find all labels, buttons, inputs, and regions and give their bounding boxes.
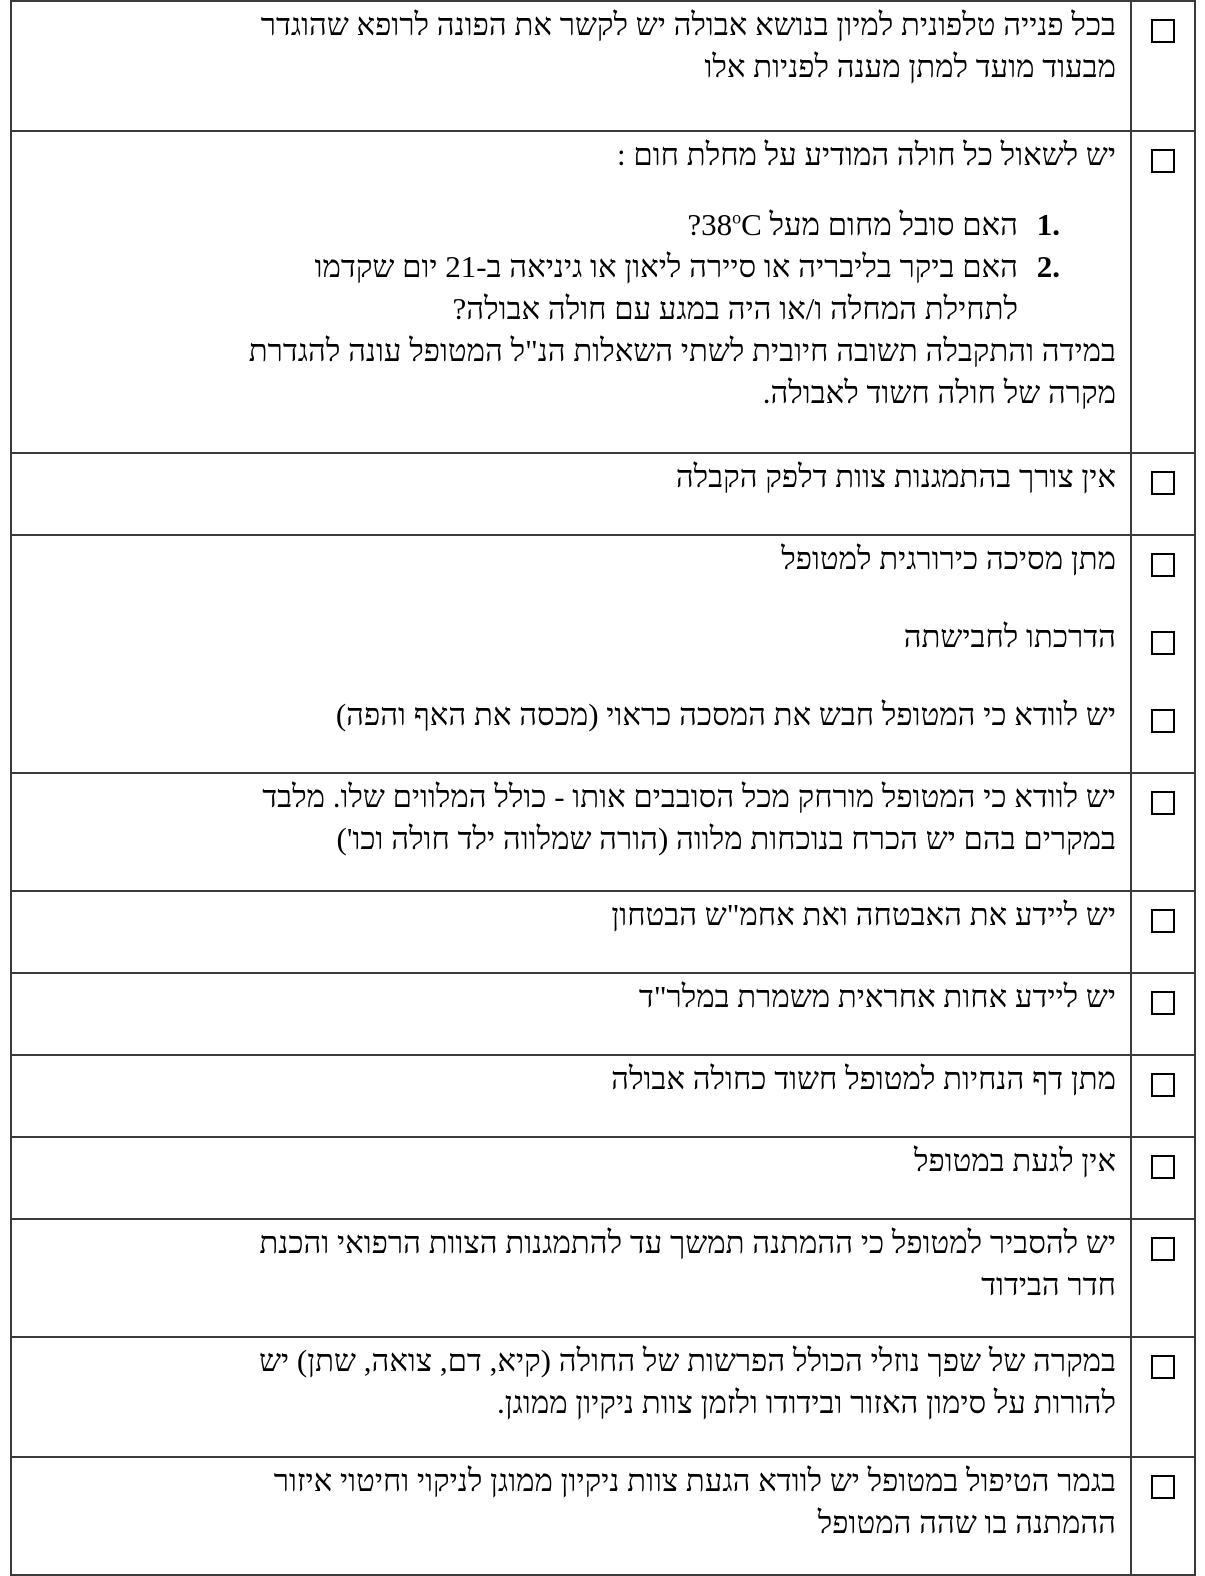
checklist-table: [10, 0, 1196, 1576]
text-line: במקרה של שפך נוזלי הכולל הפרשות של החולה (קיא, דם, צואה, שתן) יש: [259, 1343, 1116, 1378]
text-line: יש לוודא כי המטופל מורחק מכל הסובבים אותו - כולל המלווים שלו. מלבד: [262, 779, 1116, 814]
question-list: [20, 204, 1116, 330]
checkbox[interactable]: [1151, 1073, 1175, 1097]
text-line: חדר הבידוד: [981, 1267, 1116, 1302]
row-text: [11, 1137, 1131, 1219]
row-text: [11, 1055, 1131, 1137]
checkbox[interactable]: [1151, 991, 1175, 1015]
checklist-row: [11, 1055, 1195, 1137]
text-line: יש ליידע את האבטחה ואת אחמ"ש הבטחון: [611, 897, 1116, 932]
row-text: [11, 453, 1131, 535]
checkbox-cell: [1131, 1055, 1195, 1137]
text-line: אין צורך בהתמגנות צוות דלפק הקבלה: [675, 459, 1116, 494]
text-line: יש ליידע אחות אחראית משמרת במלר"ד: [638, 979, 1116, 1014]
row-text: [11, 535, 1131, 773]
question-text: האם סובל מחום מעל 38$^o$C?: [687, 207, 1018, 242]
checkbox[interactable]: [1151, 1355, 1175, 1379]
checkbox[interactable]: [1151, 149, 1175, 173]
question-item: [20, 246, 1060, 330]
text-line: אין לגעת במטופל: [913, 1143, 1116, 1178]
checklist-row: [11, 1457, 1195, 1575]
checklist-row: [11, 891, 1195, 973]
checkbox[interactable]: [1151, 709, 1175, 733]
checkbox-cell: [1131, 131, 1195, 453]
checkbox-cell: [1131, 1457, 1195, 1575]
checklist-row: [11, 131, 1195, 453]
row-text: [11, 1, 1131, 131]
checklist-row: [11, 1219, 1195, 1337]
question-item: [20, 204, 1060, 246]
question-intro: יש לשאול כל חולה המודיע על מחלת חום :: [617, 137, 1116, 172]
checkbox[interactable]: [1151, 909, 1175, 933]
checkbox-cell: [1131, 973, 1195, 1055]
sub-item: יש לוודא כי המטופל חבש את המסכה כראוי (מכסה את האף והפה): [335, 697, 1116, 732]
question-number: .1: [1036, 207, 1060, 242]
checkbox-cell: [1131, 1337, 1195, 1457]
checkbox-cell: [1131, 1219, 1195, 1337]
sub-item: הדרכתו לחבישתה: [903, 619, 1116, 654]
checkbox-cell: [1131, 773, 1195, 891]
text-line: מתן דף הנחיות למטופל חשוד כחולה אבולה: [611, 1061, 1116, 1096]
text-line: בכל פנייה טלפונית למיון בנושא אבולה יש לקשר את הפונה לרופא שהוגדר: [260, 7, 1116, 42]
checkbox[interactable]: [1151, 1237, 1175, 1261]
checklist-row: [11, 1137, 1195, 1219]
checklist-page: [10, 0, 1196, 1560]
text-line: להורות על סימון האזור ובידודו ולזמן צוות ניקיון ממוגן.: [497, 1385, 1116, 1420]
checkbox-cell: [1131, 1, 1195, 131]
question-number: .2: [1036, 249, 1060, 284]
row-text: [11, 891, 1131, 973]
checkbox[interactable]: [1151, 631, 1175, 655]
checkbox-cell: [1131, 891, 1195, 973]
text-line: במקרים בהם יש הכרח בנוכחות מלווה (הורה שמלווה ילד חולה וכו'): [336, 821, 1116, 856]
checklist-row: [11, 973, 1195, 1055]
checklist-row: [11, 1, 1195, 131]
checkbox[interactable]: [1151, 471, 1175, 495]
text-line: מבעוד מועד למתן מענה לפניות אלו: [704, 49, 1116, 84]
checklist-row: [11, 535, 1195, 773]
checkbox[interactable]: [1151, 19, 1175, 43]
row-text: [11, 973, 1131, 1055]
text-line: יש להסביר למטופל כי ההמתנה תמשך עד להתמגנות הצוות הרפואי והכנת: [259, 1225, 1116, 1260]
row-text: [11, 131, 1131, 453]
row-text: [11, 1219, 1131, 1337]
checkbox-cell: [1131, 453, 1195, 535]
checklist-row: [11, 773, 1195, 891]
question-text: האם ביקר בליבריה או סיירה ליאון או גיניאה ב-21 יום שקדמו לתחילת המחלה ו/או היה במגע עם חולה אבולה?: [314, 249, 1018, 326]
row-text: [11, 1337, 1131, 1457]
checkbox[interactable]: [1151, 553, 1175, 577]
text-line: בגמר הטיפול במטופל יש לוודא הגעת צוות ניקיון ממוגן לניקוי וחיטוי איזור: [273, 1463, 1116, 1498]
text-line: מקרה של חולה חשוד לאבולה.: [762, 375, 1116, 410]
checkbox[interactable]: [1151, 791, 1175, 815]
checkbox-cell: [1131, 535, 1195, 773]
text-line: במידה והתקבלה תשובה חיובית לשתי השאלות הנ"ל המטופל עונה להגדרת: [248, 333, 1116, 368]
checklist-row: [11, 1337, 1195, 1457]
checkbox[interactable]: [1151, 1475, 1175, 1499]
sub-item: מתן מסיכה כירורגית למטופל: [781, 541, 1116, 576]
row-text: [11, 773, 1131, 891]
checklist-row: [11, 453, 1195, 535]
text-line: ההמתנה בו שהה המטופל: [817, 1505, 1116, 1540]
checkbox[interactable]: [1151, 1155, 1175, 1179]
checkbox-cell: [1131, 1137, 1195, 1219]
row-text: [11, 1457, 1131, 1575]
